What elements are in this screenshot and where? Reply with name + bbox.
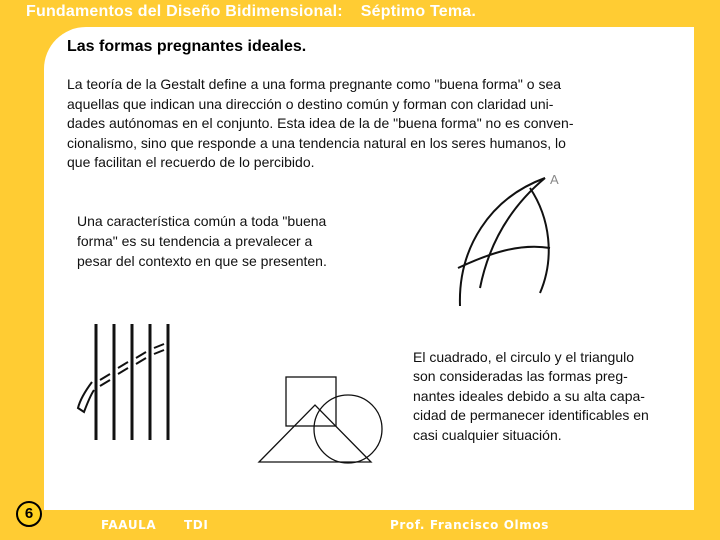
slide-number-badge: 6 bbox=[16, 501, 42, 527]
gestalt-paragraph: La teoría de la Gestalt define a una forma pregnante como "buena forma" o sea aquellas que indican una dirección o destino común y forman con claridad uni- dades autónomas en el conjunto. Esta idea de la de "buena forma" no es conven- cionalismo, sino que responde a una tendencia natural en los seres humanos, lo que facilitan el recuerdo de lo percibido. bbox=[67, 76, 574, 171]
slide-title: Las formas pregnantes ideales. bbox=[67, 38, 307, 55]
footer-school: FAAULA bbox=[101, 518, 157, 532]
footer-dept: TDI bbox=[184, 518, 209, 532]
circle-shape bbox=[314, 395, 382, 463]
slide-header bbox=[26, 3, 476, 21]
good-form-paragraph: Una característica común a toda "buena forma" es su tendencia a prevalecer a pesar del contexto en que se presenten. bbox=[77, 213, 327, 269]
ideal-shapes-paragraph: El cuadrado, el circulo y el triangulo son consideradas las formas preg- nantes ideales debido a su alta capa- cidad de permanecer identificables en casi cualquier situación. bbox=[413, 349, 649, 443]
topic-title: Séptimo Tema. bbox=[360, 3, 476, 20]
course-title: Fundamentos del Diseño Bidimensional: bbox=[26, 3, 343, 20]
bars-occlusion-figure bbox=[70, 320, 180, 445]
triangle-shape bbox=[259, 405, 371, 462]
figure-label-a: A bbox=[550, 172, 559, 187]
basic-shapes-figure bbox=[255, 372, 390, 467]
crescent-arcs-figure bbox=[440, 168, 580, 313]
footer-professor: Prof. Francisco Olmos bbox=[390, 518, 549, 532]
